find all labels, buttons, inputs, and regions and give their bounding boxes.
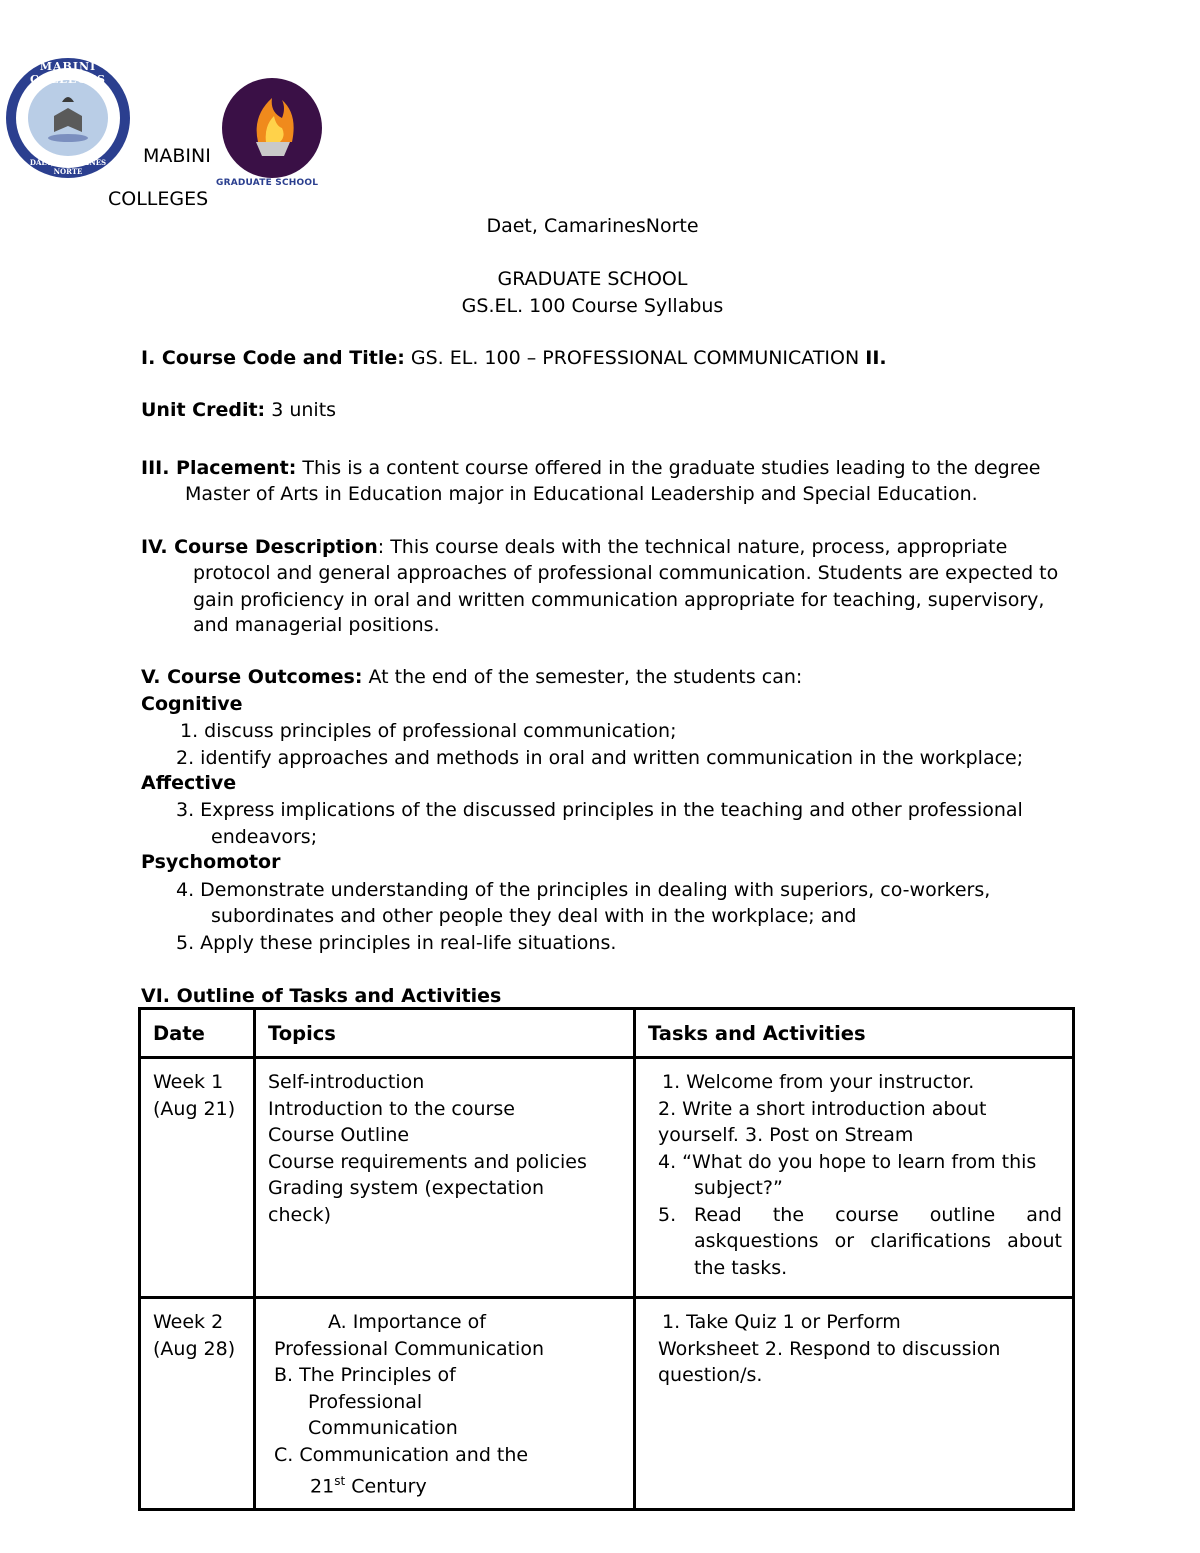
- graduate-school-logo: [218, 78, 330, 190]
- row2-topic-a: A. Importance of: [328, 1311, 486, 1333]
- row2-date: [140, 1298, 255, 1510]
- course-code-value: GS. EL. 100 – PROFESSIONAL COMMUNICATION: [404, 347, 866, 369]
- row1-task-5-number: 5.: [658, 1203, 677, 1226]
- graduate-school-logo-caption: GRADUATE SCHOOL: [216, 178, 319, 188]
- placement-line2: Master of Arts in Education major in Educational Leadership and Special Education.: [185, 483, 978, 505]
- row1-task: 4. “What do you hope to learn from this: [658, 1150, 1037, 1173]
- outcome-item-4-cont: subordinates and other people they deal with in the workplace; and: [211, 905, 857, 927]
- description-line4: and managerial positions.: [193, 614, 440, 636]
- table-row: [140, 1058, 1074, 1298]
- outcome-item-5: 5. Apply these principles in real-life situations.: [176, 932, 617, 954]
- course-code-section: [141, 345, 887, 371]
- outcome-item-4: 4. Demonstrate understanding of the principles in dealing with superiors, co-workers,: [176, 879, 991, 901]
- header-topics: Topics: [255, 1009, 635, 1058]
- location: Daet, CamarinesNorte: [486, 215, 699, 237]
- college-name-line2: COLLEGES: [108, 188, 209, 210]
- table-row: [140, 1298, 1074, 1510]
- row1-task: 2. Write a short introduction about: [658, 1097, 987, 1120]
- outline-table: [138, 1007, 1075, 1511]
- row1-task: the tasks.: [694, 1256, 788, 1279]
- seal-text: [22, 60, 114, 86]
- row1-date-value: (Aug 21): [153, 1097, 236, 1120]
- row1-topics: [255, 1058, 635, 1298]
- row1-task-5-line2: [658, 1228, 1062, 1255]
- seal-bottom-lettering: DAET, CAMARINES NORTE: [29, 158, 107, 176]
- placement-line1: [141, 455, 1040, 481]
- college-name-line1: MABINI: [143, 145, 211, 167]
- row2-topic-c-cont: [274, 1468, 623, 1500]
- course-code-label: I. Course Code and Title:: [141, 347, 405, 369]
- school-name: GRADUATE SCHOOL: [497, 268, 688, 290]
- row2-task: Worksheet 2. Respond to discussion: [658, 1337, 1001, 1360]
- outcome-item-3-cont: endeavors;: [211, 826, 318, 848]
- outcomes-intro: At the end of the semester, the students can:: [362, 666, 803, 688]
- psychomotor-label: Psychomotor: [141, 851, 281, 873]
- row1-topic: Grading system (expectation: [268, 1177, 545, 1199]
- row1-topic: Introduction to the course: [268, 1097, 515, 1120]
- outcome-item-2: 2. identify approaches and methods in oral and written communication in the workplace;: [176, 747, 1024, 769]
- unit-credit-section: [141, 397, 336, 423]
- placement-text1: This is a content course offered in the graduate studies leading to the degree: [296, 457, 1041, 479]
- row2-week: Week 2: [153, 1311, 224, 1333]
- description-line1: [141, 534, 1057, 560]
- row1-task: subject?”: [694, 1177, 783, 1199]
- row1-task: yourself. 3. Post on Stream: [658, 1124, 914, 1146]
- description-line3: gain proficiency in oral and written communication appropriate for teaching, supervisory,: [193, 589, 1045, 611]
- row1-task: 1. Welcome from your instructor.: [662, 1071, 975, 1093]
- header-tasks: Tasks and Activities: [635, 1009, 1074, 1058]
- affective-label: Affective: [141, 772, 237, 794]
- outcome-item-3: 3. Express implications of the discussed principles in the teaching and other professional: [176, 799, 1023, 821]
- unit-credit-value: 3 units: [265, 399, 337, 421]
- row2-topic-c-sup: st: [334, 1474, 346, 1488]
- placement-label: III. Placement:: [141, 457, 297, 479]
- description-line2: protocol and general approaches of professional communication. Students are expected to: [193, 562, 1059, 584]
- seal-bottom-text: [16, 158, 120, 176]
- row1-task-5-line1: Read the course outline and: [694, 1203, 1062, 1226]
- outcomes-label: V. Course Outcomes:: [141, 666, 363, 688]
- row2-date-value: (Aug 28): [153, 1337, 236, 1360]
- row1-topic: Course Outline: [268, 1124, 410, 1146]
- row2-topic-c-number: 21: [310, 1475, 335, 1498]
- course-code-suffix: II.: [865, 347, 887, 369]
- row2-topic-c: C. Communication and the: [274, 1443, 529, 1466]
- outcomes-heading: [141, 664, 802, 690]
- row2-task: question/s.: [658, 1364, 763, 1386]
- row2-tasks: [635, 1298, 1074, 1510]
- row2-topic-b: B. The Principles of: [274, 1364, 456, 1386]
- row1-week: Week 1: [153, 1071, 224, 1093]
- seal-lettering: MABINI COLLEGES: [30, 60, 106, 86]
- row1-topic: Self-introduction: [268, 1071, 425, 1093]
- syllabus-title: GS.EL. 100 Course Syllabus: [461, 295, 724, 317]
- description-label: IV. Course Description: [141, 536, 378, 558]
- outcome-item-1: 1. discuss principles of professional communication;: [180, 720, 677, 742]
- row2-topic-b-cont: Professional: [308, 1390, 423, 1413]
- header-date: Date: [140, 1009, 255, 1058]
- cognitive-label: Cognitive: [141, 693, 243, 715]
- row2-task: 1. Take Quiz 1 or Perform: [662, 1311, 901, 1333]
- row2-topic-b-cont2: Communication: [308, 1417, 458, 1439]
- description-text1: : This course deals with the technical nature, process, appropriate: [377, 536, 1008, 558]
- row1-task-5-text: askquestions or clarifications about: [694, 1230, 1062, 1252]
- unit-credit-label: Unit Credit:: [141, 399, 266, 421]
- row1-tasks: [635, 1058, 1074, 1298]
- row2-topics: [255, 1298, 635, 1510]
- row1-topic: check): [268, 1203, 332, 1226]
- table-header-row: [140, 1009, 1074, 1058]
- row2-topic-c-rest: Century: [345, 1475, 427, 1498]
- row2-topic-a-cont: Professional Communication: [274, 1337, 544, 1360]
- row1-date: [140, 1058, 255, 1298]
- outline-title: VI. Outline of Tasks and Activities: [141, 985, 502, 1007]
- row1-topic: Course requirements and policies: [268, 1150, 587, 1173]
- row1-task-5: [658, 1202, 1062, 1229]
